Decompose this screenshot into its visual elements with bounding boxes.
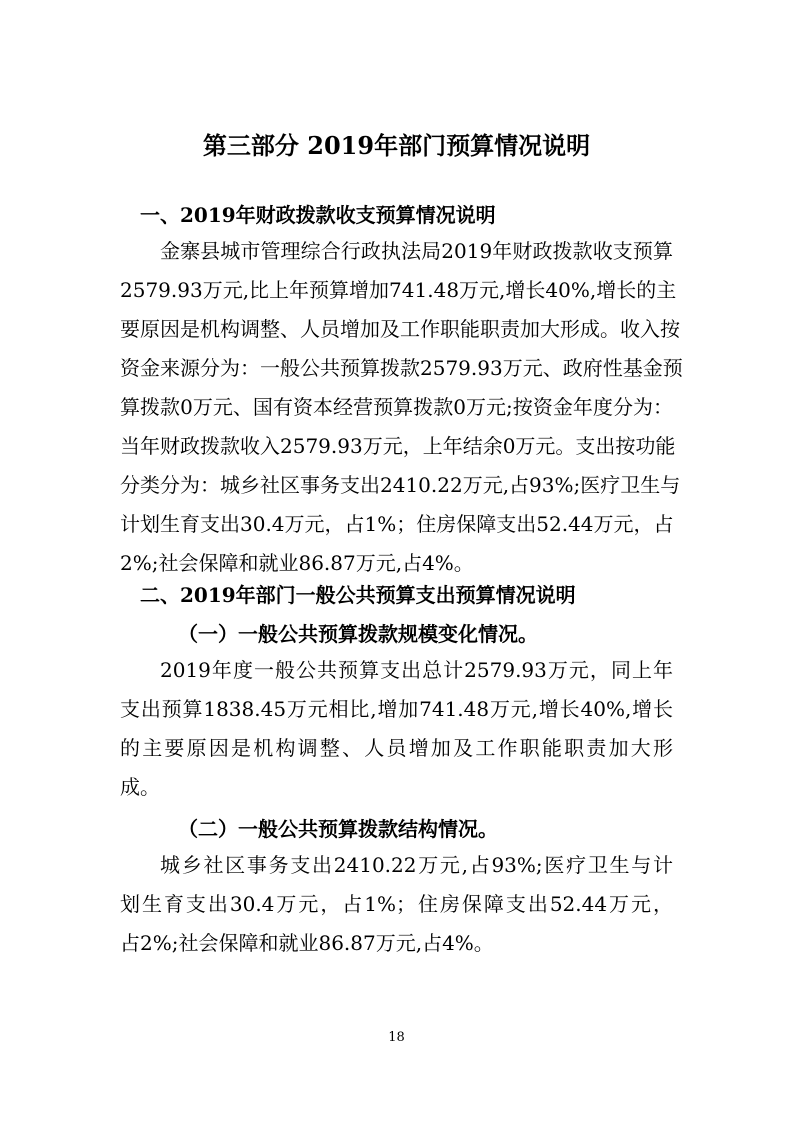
paragraph-line: 金寨县城市管理综合行政执法局2019年财政拨款收支预算 [160, 239, 673, 263]
paragraph-line: 算拨款0万元、国有资本经营预算拨款0万元;按资金年度分为： [120, 395, 673, 419]
section-heading-2: 二、2019年部门一般公共预算支出预算情况说明 [140, 583, 576, 607]
paragraph-line: 2019年度一般公共预算支出总计2579.93万元，同上年 [160, 658, 673, 682]
subsection-1-paragraph [120, 651, 673, 807]
page-number: 18 [388, 1030, 405, 1045]
paragraph-line: 要原因是机构调整、人员增加及工作职能职责加大形成。收入按 [120, 317, 680, 341]
section-1-paragraph [120, 232, 683, 583]
subsection-heading-1: （一）一般公共预算拨款规模变化情况。 [178, 622, 538, 646]
paragraph-line: 当年财政拨款收入2579.93万元，上年结余0万元。支出按功能 [120, 434, 676, 458]
paragraph-line: 2%;社会保障和就业86.87万元,占4%。 [120, 551, 474, 575]
subsection-2-paragraph [120, 846, 673, 963]
paragraph-line: 计划生育支出30.4万元，占1%；住房保障支出52.44万元，占 [120, 512, 674, 536]
paragraph-line: 划生育支出30.4万元，占1%；住房保障支出52.44万元， [120, 892, 673, 916]
paragraph-line: 占2%;社会保障和就业86.87万元,占4%。 [120, 931, 494, 955]
paragraph-line: 2579.93万元,比上年预算增加741.48万元,增长40%,增长的主 [120, 278, 677, 302]
paragraph-line: 成。 [120, 775, 160, 799]
paragraph-line: 的主要原因是机构调整、人员增加及工作职能职责加大形 [120, 736, 673, 760]
page-title: 第三部分 2019年部门预算情况说明 [202, 131, 591, 160]
paragraph-line: 城乡社区事务支出2410.22万元,占93%;医疗卫生与计 [160, 853, 673, 877]
paragraph-line: 支出预算1838.45万元相比,增加741.48万元,增长40%,增长 [120, 697, 673, 721]
subsection-heading-2: （二）一般公共预算拨款结构情况。 [178, 817, 498, 841]
paragraph-line: 分类分为：城乡社区事务支出2410.22万元,占93%;医疗卫生与 [120, 473, 681, 497]
section-heading-1: 一、2019年财政拨款收支预算情况说明 [140, 203, 496, 227]
paragraph-line: 资金来源分为：一般公共预算拨款2579.93万元、政府性基金预 [120, 356, 683, 380]
